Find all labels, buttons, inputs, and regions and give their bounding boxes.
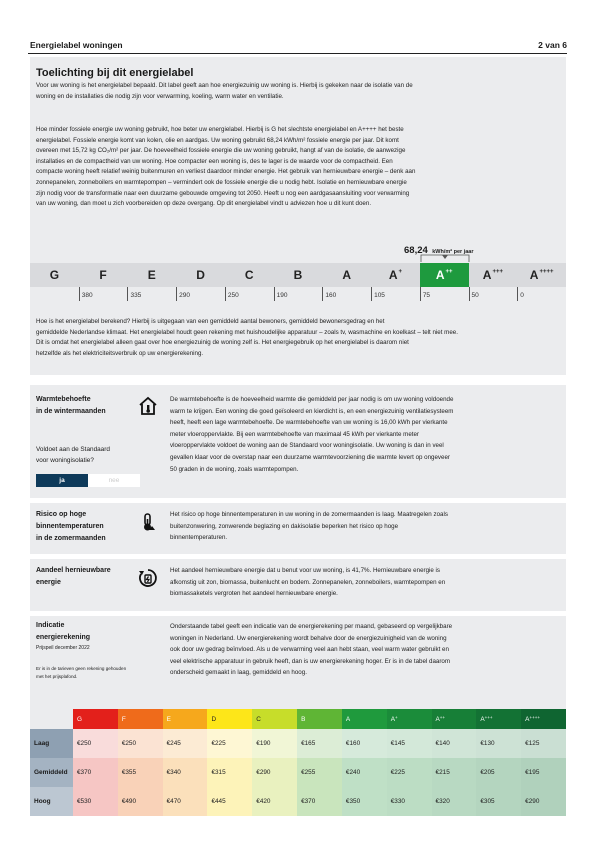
cost-cell: €530: [73, 787, 118, 816]
scale-tick: [371, 287, 372, 301]
cost-cell: €490: [118, 787, 163, 816]
energy-class-app: A ++: [420, 263, 469, 287]
cost-column-header: A +: [387, 709, 432, 729]
standard-question: Voldoet aan de Standaard voor woningisolatie?: [36, 446, 110, 464]
cost-column-header: D: [207, 709, 252, 729]
cost-column-header: C: [252, 709, 297, 729]
scale-tick: [517, 287, 518, 301]
heat-demand-text: De warmtebehoefte is de hoeveelheid warmte die gemiddeld per jaar nodig is om uw woning voldoende warm te krijgen. Een woning die goed geïsoleerd en kierdicht is, en een energiezuinig ventilatiesysteem heeft, heeft een lage warmtebehoefte. De warmtebehoefte van uw woning is 16,00 kWh per vierkante meter vloeroppervlakte. Bij een warmtebehoefte van maximaal 45 kWh per vierkante meter vloeroppervlakte voldoet de woning aan de Standaard voor woningisolatie. Uw woning is dan in veel gevallen klaar voor de overstap naar een duurzame warmtevoorziening die warmte levert op ongeveer 50 graden in de woning, zoals warmtepompen.: [170, 396, 454, 473]
cost-table-corner: [30, 709, 73, 729]
intro-paragraph-2: Hoe minder fossiele energie uw woning gebruikt, hoe beter uw energielabel. Hierbij is G het slechtste energielabel en A++++ het beste energielabel. Fossiele energie komt van kolen, olie en aardgas. Uw woning gebruikt 68,24 kWh/m² fossiele energie per jaar. Dit komt overeen met 15,72 kg CO₂/m² per jaar. De hoeveelheid fossiele energie die uw woning gebruikt, hangt af van de isolatie, de aanwezige installaties en de compactheid van uw woning. Hoe compacter een woning is, des te lager is de waarde voor de compactheid. Een compacte woning heeft relatief weinig buitenmuren en verliest daardoor minder energie. Het gebruik van hernieuwbare energie – denk aan zonnepanelen, zonneboilers en warmtepompen – vermindert ook de fossiele energie die u nodig hebt. Isolatie en hernieuwbare energie zijn nodig voor de transformatie naar een duurzame gebouwde omgeving tot 2050. Heeft u nog een aardgasaansluiting voor verwarming van uw woning, dan moet u zich voorbereiden op deze overgang. Op dit energielabel vindt u adviezen hoe u dit kunt doen.: [36, 126, 416, 208]
energy-class-c: C: [244, 268, 254, 282]
energy-class-d: D: [196, 268, 205, 282]
overheating-risk-text: Het risico op hoge binnentemperaturen in uw woning in de zomermaanden is laag. Maatregelen zoals buitenzonwering, zonwerende beglazing en dakisolatie beperken het risico op hoge binnentemperaturen.: [170, 511, 448, 542]
cost-cell: €225: [207, 729, 252, 758]
energy-class-g: G: [49, 268, 60, 282]
renewable-share-label: Aandeel hernieuwbare energie: [36, 567, 111, 586]
cost-cell: €320: [432, 787, 477, 816]
scale-tick-label: 50: [471, 292, 479, 299]
scale-tick-label: 160: [325, 292, 337, 299]
scale-tick: [176, 287, 177, 301]
energy-class-ap: A +: [388, 268, 403, 282]
overheating-risk-label: Risico op hoge binnentemperaturen in de zomermaanden: [36, 511, 106, 542]
house-thermometer-icon: [138, 396, 158, 416]
cost-cell: €215: [432, 758, 477, 787]
price-level: Prijspeil december 2022: [36, 645, 90, 651]
cost-cell: €290: [521, 787, 566, 816]
intro-title: Toelichting bij dit energielabel: [36, 67, 194, 79]
cost-column-header: A: [342, 709, 387, 729]
scale-tick-label: 0: [520, 292, 524, 299]
cost-cell: €205: [476, 758, 521, 787]
scale-tick-label: 105: [374, 292, 385, 299]
cost-cell: €445: [207, 787, 252, 816]
renewable-share-text: Het aandeel hernieuwbare energie dat u benut voor uw woning, is 41,7%. Hernieuwbare energie is afkomstig uit zon, biomassa, buitenlucht en bodem. Zonnepanelen, zonneboilers, warmtepompen en biomassaketels vergroten het aandeel hernieuwbare energie.: [170, 567, 446, 598]
energy-class-apppp: A ++++: [529, 268, 554, 282]
cost-cell: €290: [252, 758, 297, 787]
scale-tick: [79, 287, 80, 301]
cost-column-header: A +++: [476, 709, 521, 729]
cost-cell: €340: [163, 758, 208, 787]
cost-cell: €330: [387, 787, 432, 816]
scale-tick: [420, 287, 421, 301]
cost-column-header: G: [73, 709, 118, 729]
scale-tick: [127, 287, 128, 301]
cost-cell: €165: [297, 729, 342, 758]
document-title: Energielabel woningen: [30, 40, 123, 50]
cost-column-header: E: [163, 709, 208, 729]
standard-yes-badge: ja: [36, 474, 88, 487]
cost-cell: €370: [73, 758, 118, 787]
intro-paragraph-3: Hoe is het energielabel berekend? Hierbij is uitgegaan van een gemiddeld aantal bewoners, gemiddeld bewonersgedrag en het gemiddelde Nederlandse klimaat. Het energielabel houdt geen rekening met huishoudelijke apparatuur – zoals tv, wasmachine en koelkast – telt niet mee. Dit is omdat het energielabel alleen gaat over hoe energiezuinig de woning zelf is. Het energiegebruik op het energielabel is daarom niet hetzelfde als het elektriciteitsverbruik op uw energierekening.: [36, 318, 458, 357]
cost-cell: €195: [521, 758, 566, 787]
scale-tick-label: 250: [227, 292, 239, 299]
energy-class-f: F: [99, 268, 107, 282]
cost-column-header: A ++++: [521, 709, 566, 729]
cost-cell: €160: [342, 729, 387, 758]
cost-cell: €370: [297, 787, 342, 816]
cost-cell: €145: [387, 729, 432, 758]
standard-no-badge: nee: [88, 474, 140, 487]
cost-cell: €190: [252, 729, 297, 758]
cost-cell: €305: [476, 787, 521, 816]
cost-cell: €240: [342, 758, 387, 787]
cost-row-label: Hoog: [30, 787, 73, 816]
energy-bill-text: Onderstaande tabel geeft een indicatie van de energierekening per maand, gebaseerd op vergelijkbare woningen in Nederland. Uw energierekening wordt behalve door de energiezuinigheid van de woning ook door uw gedrag beïnvloed. Als u de verwarming veel aan hebt staan, veel warm water gebruikt en veel elektrische apparatuur in gebruik heeft, dan is uw energierekening hoger. Er is in de tabel daarom onderscheid gemaakt in laag, gemiddeld en hoog.: [170, 623, 453, 677]
energy-class-appp: A +++: [482, 268, 503, 282]
energy-label-scale: [30, 263, 566, 287]
cost-cell: €250: [118, 729, 163, 758]
cost-cell: €140: [432, 729, 477, 758]
scale-tick-label: 75: [422, 292, 431, 299]
cost-cell: €255: [297, 758, 342, 787]
thermometer-icon: [138, 512, 158, 532]
cost-cell: €250: [73, 729, 118, 758]
energy-class-e: E: [147, 268, 156, 282]
cost-row-label: Gemiddeld: [30, 758, 73, 787]
price-cap-note: Er is in de tarieven geen rekening gehouden met het prijsplafond.: [36, 666, 127, 679]
scale-tick-label: 290: [179, 292, 191, 299]
renewable-energy-icon: [138, 568, 158, 588]
scale-tick-label: 335: [130, 292, 142, 299]
intro-paragraph-1: Voor uw woning is het energielabel bepaald. Dit label geeft aan hoe energiezuinig uw woning is. Hierbij is gekeken naar de isolatie van de woning en de installaties die nodig zijn voor verwarming, koeling, warm water en ventilatie.: [36, 82, 413, 100]
energy-class-a: A: [342, 268, 352, 282]
cost-cell: €315: [207, 758, 252, 787]
cost-cell: €125: [521, 729, 566, 758]
cost-cell: €420: [252, 787, 297, 816]
cost-cell: €350: [342, 787, 387, 816]
cost-cell: €245: [163, 729, 208, 758]
cost-cell: €130: [476, 729, 521, 758]
header-divider: [28, 53, 567, 54]
cost-row-label: Laag: [30, 729, 73, 758]
cost-cell: €225: [387, 758, 432, 787]
cost-column-header: F: [118, 709, 163, 729]
scale-tick-label: 190: [276, 292, 288, 299]
scale-tick: [322, 287, 323, 301]
marker-bracket: [420, 251, 470, 263]
energy-class-b: B: [293, 268, 303, 282]
scale-tick: [274, 287, 275, 301]
scale-tick: [225, 287, 226, 301]
energy-marker-unit: kWh/m² per jaar: [432, 249, 474, 255]
energy-scale-ticks: [30, 287, 566, 303]
energy-marker-value: 68,24: [404, 245, 428, 256]
cost-cell: €470: [163, 787, 208, 816]
energy-bill-label: Indicatie energierekening: [36, 622, 91, 641]
cost-column-header: B: [297, 709, 342, 729]
scale-tick: [469, 287, 470, 301]
cost-cell: €355: [118, 758, 163, 787]
heat-demand-label: Warmtebehoefte in de wintermaanden: [36, 396, 106, 415]
cost-column-header: A ++: [432, 709, 477, 729]
scale-tick-label: 380: [81, 292, 93, 299]
page-number: 2 van 6: [538, 40, 567, 50]
